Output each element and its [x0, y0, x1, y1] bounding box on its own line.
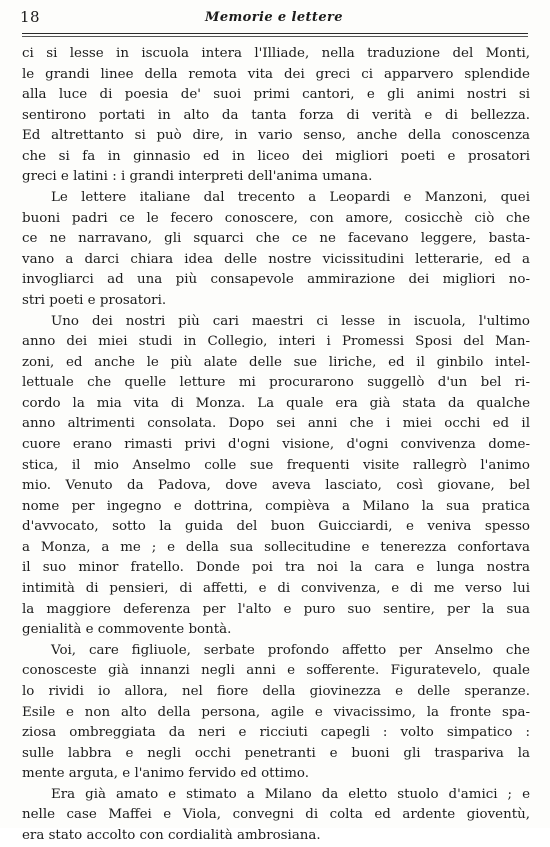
text-line: stica, il mio Anselmo colle sue frequenti visite rallegrò l'animo: [22, 457, 530, 473]
text-line: ce ne narravano, gli squarci che ce ne facevano leggere, basta-: [22, 231, 530, 247]
text-line: stri poeti e prosatori.: [22, 292, 167, 308]
text-line: mente arguta, e l'animo fervido ed ottimo.: [22, 766, 309, 782]
paragraph: [22, 312, 530, 641]
text-line: mio. Venuto da Padova, dove aveva lasciato, così giovane, bel: [22, 478, 530, 494]
text-line: che si fa in ginnasio ed in liceo dei migliori poeti e prosatori: [22, 148, 530, 164]
page-header: [20, 6, 528, 36]
text-line: Esile e non alto della persona, agile e vivacissimo, la fronte spa-: [22, 704, 530, 720]
text-line: le grandi linee della remota vita dei greci ci apparvero splendide: [22, 66, 530, 82]
text-line: invogliarci ad una più consapevole ammirazione dei migliori no-: [22, 272, 530, 288]
text-line: Uno dei nostri più cari maestri ci lesse in iscuola, l'ultimo: [51, 313, 530, 329]
text-line: lo rividi io allora, nel fiore della giovinezza e delle speranze.: [22, 683, 530, 699]
running-title: Memorie e lettere: [205, 10, 343, 25]
paragraph: [22, 785, 530, 847]
text-line: intimità di pensieri, di affetti, e di convivenza, e di me verso lui: [22, 581, 530, 597]
text-line: Era già amato e stimato a Milano da eletto stuolo d'amici ; e: [51, 786, 530, 802]
text-line: zoni, ed anche le più alate delle sue liriche, ed il ginbilo intel-: [22, 354, 530, 370]
text-line: vano a darci chiara idea delle nostre vicissitudini letterarie, ed a: [22, 251, 530, 267]
text-line: a Monza, a me ; e della sua sollecitudine e tenerezza confortava: [22, 539, 530, 555]
text-line: greci e latini : i grandi interpreti dell'anima umana.: [22, 169, 373, 185]
text-line: Ed altrettanto si può dire, in vario senso, anche della conoscenza: [22, 128, 530, 144]
text-line: anno altrimenti consolata. Dopo sei anni che i miei occhi ed il: [22, 416, 530, 432]
text-line: Voi, care figliuole, serbate profondo affetto per Anselmo che: [51, 642, 530, 658]
header-rule-thin: [22, 36, 528, 37]
paragraph: [22, 188, 530, 311]
text-line: conosceste già innanzi negli anni e sofferente. Figuratevelo, quale: [22, 663, 530, 679]
page-number: 18: [20, 8, 41, 26]
text-line: nelle case Maffei e Viola, convegni di colta ed ardente gioventù,: [22, 807, 530, 823]
text-line: nome per ingegno e dottrina, compièva a Milano la sua pratica: [22, 498, 530, 514]
header-rule: [22, 33, 528, 34]
text-line: buoni padri ce le fecero conoscere, con amore, cosicchè ciò che: [22, 210, 530, 226]
body-text: [22, 44, 530, 847]
text-line: ci si lesse in iscuola intera l'Illiade, nella traduzione del Monti,: [22, 46, 530, 61]
text-line: Le lettere italiane dal trecento a Leopardi e Manzoni, quei: [51, 190, 530, 206]
text-line: sulle labbra e negli occhi penetranti e buoni gli traspariva la: [22, 745, 530, 761]
text-line: anno dei miei studi in Collegio, interi i Promessi Sposi del Man-: [22, 334, 530, 350]
text-line: sentirono portati in alto da tanta forza di verità e di bellezza.: [22, 107, 530, 123]
text-line: lettuale che quelle letture mi procurarono suggellò d'un bel ri-: [22, 375, 530, 391]
text-line: era stato accolto con cordialità ambrosiana.: [22, 827, 321, 843]
text-line: alla luce di poesia de' suoi primi cantori, e gli animi nostri si: [22, 87, 530, 103]
paragraph: [22, 44, 530, 188]
paragraph: [22, 641, 530, 785]
text-line: il suo minor fratello. Donde poi tra noi la cara e lunga nostra: [22, 560, 530, 576]
text-line: cordo la mia vita di Monza. La quale era già stata da qualche: [22, 395, 530, 411]
text-line: la maggiore deferenza per l'alto e puro suo sentire, per la sua: [22, 601, 530, 617]
text-line: genialità e commovente bontà.: [22, 622, 232, 638]
text-line: cuore erano rimasti privi d'ogni visione, d'ogni convivenza dome-: [22, 436, 530, 452]
text-line: d'avvocato, sotto la guida del buon Guicciardi, e veniva spesso: [22, 519, 530, 535]
text-line: ziosa ombreggiata da neri e ricciuti capegli : volto simpatico :: [22, 725, 530, 741]
